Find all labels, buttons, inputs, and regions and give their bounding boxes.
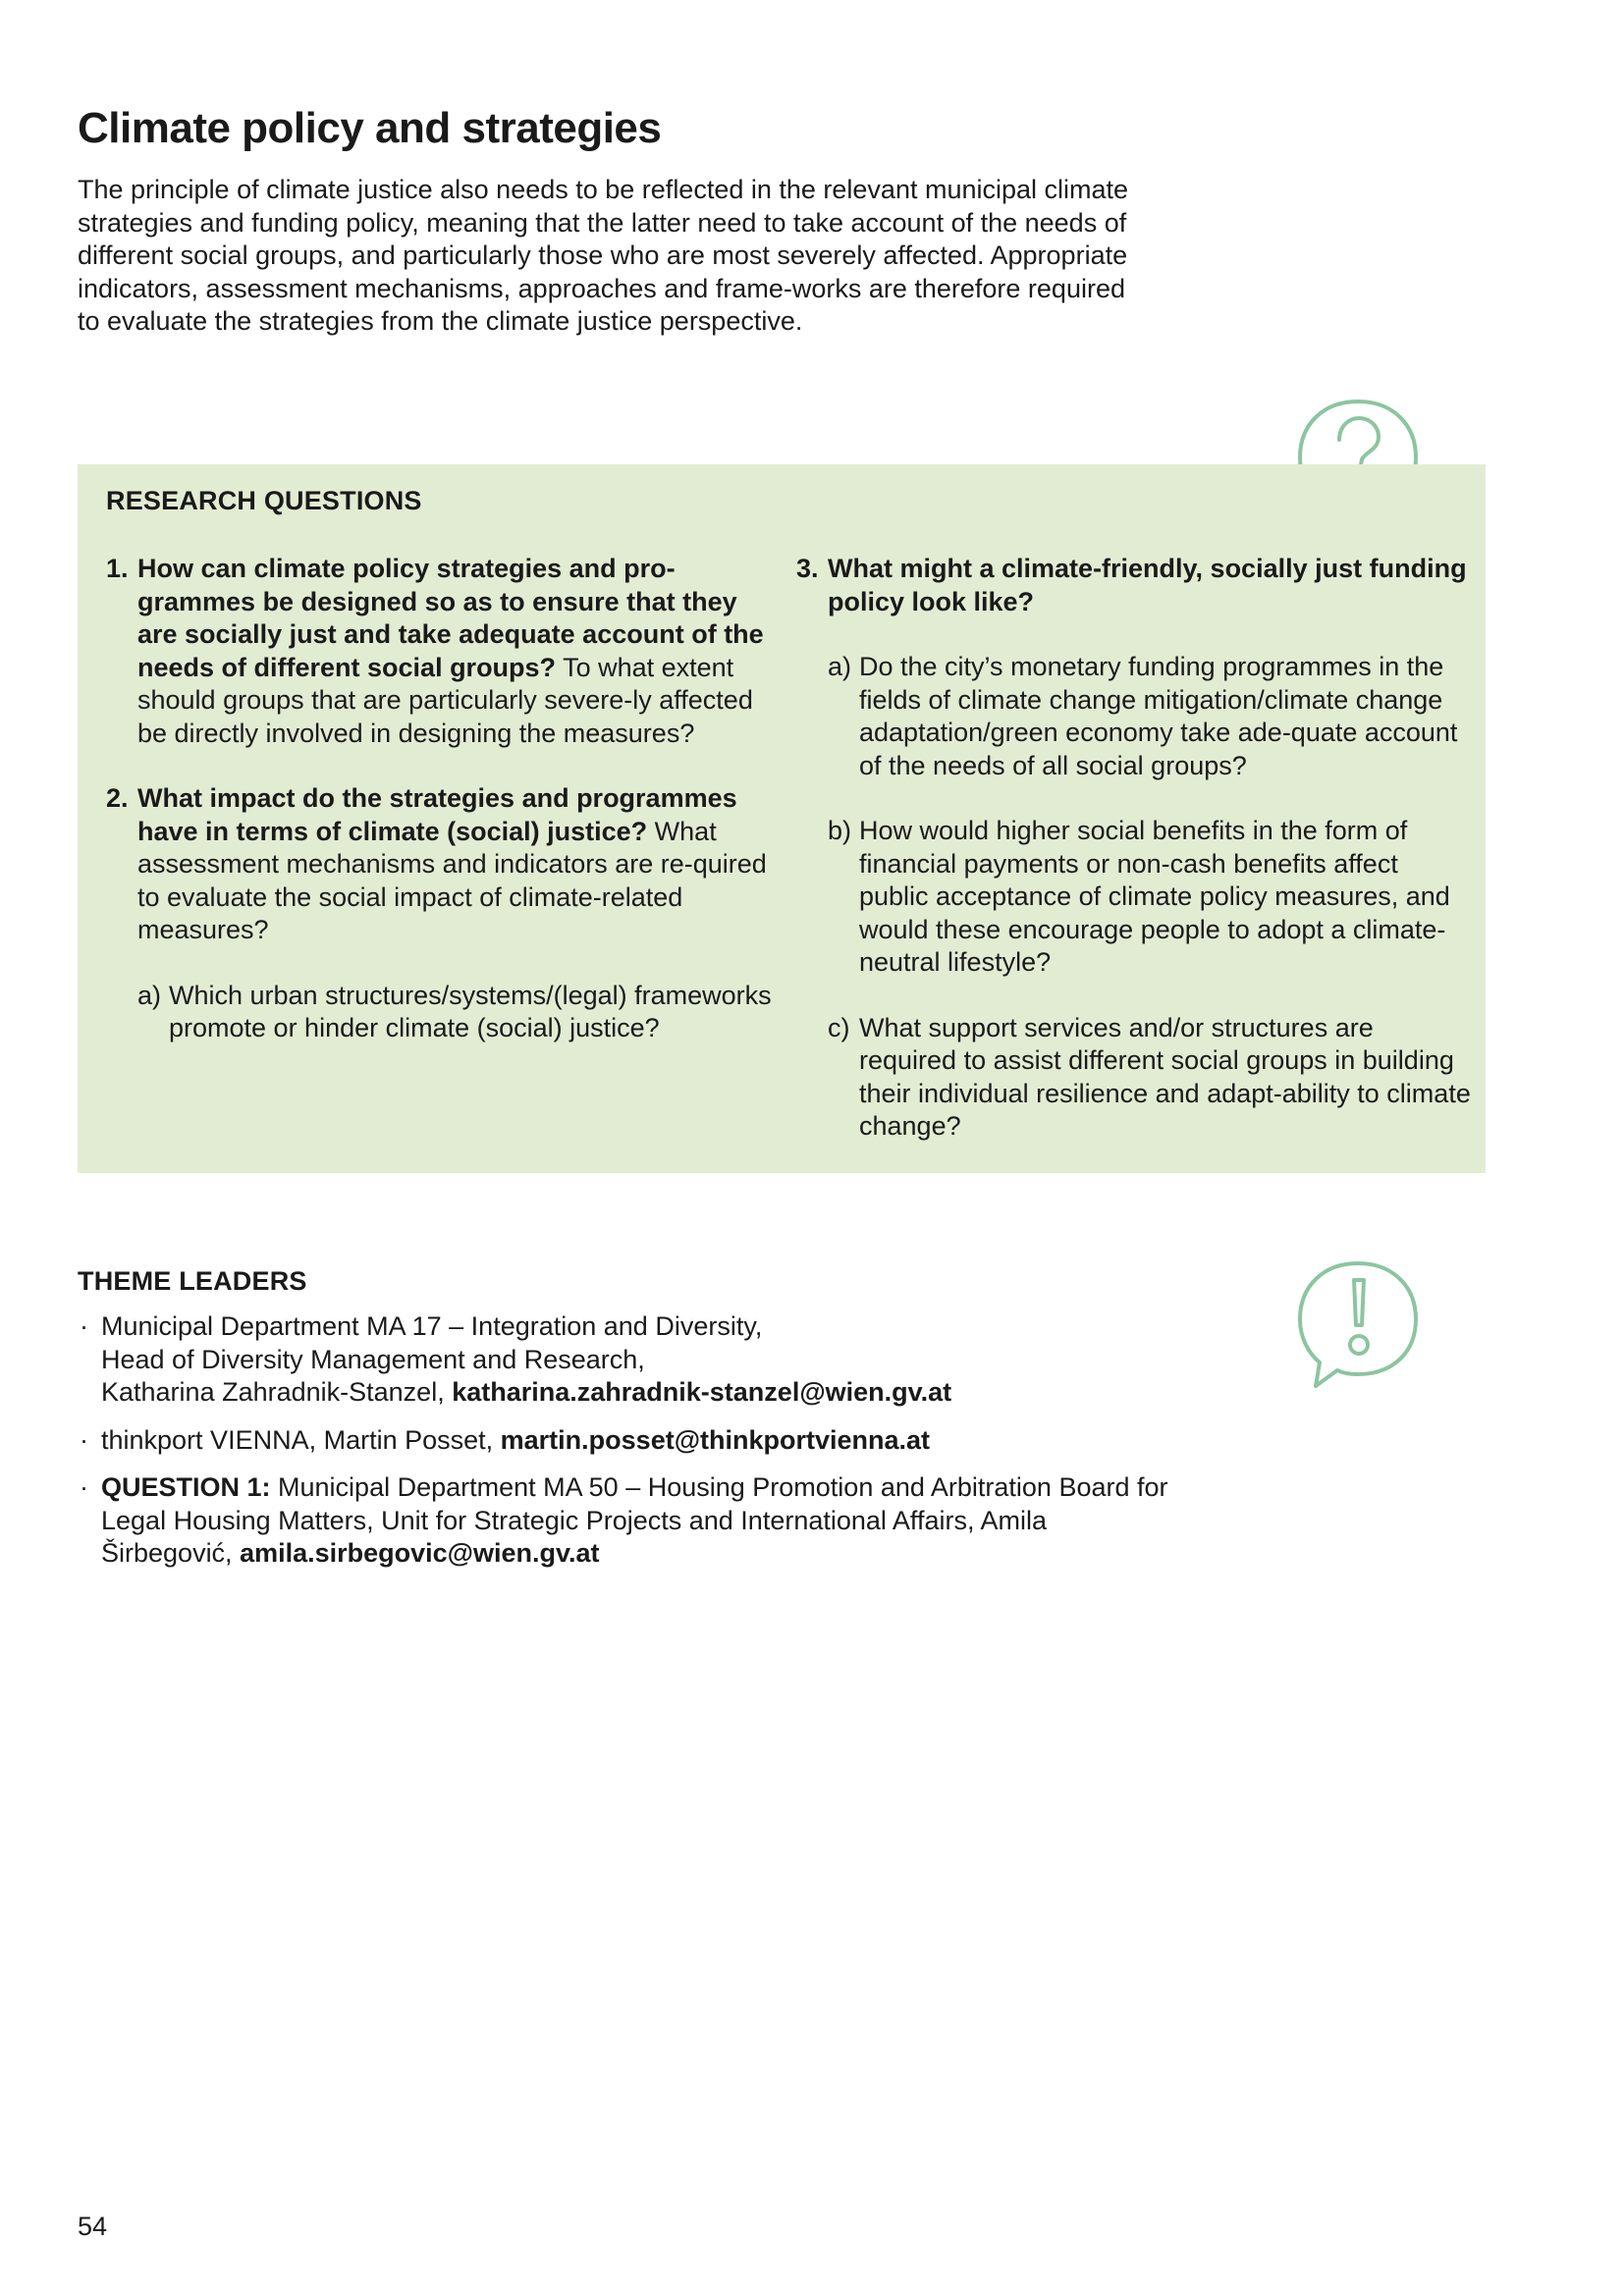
sub-question-text: Which urban structures/systems/(legal) frameworks promote or hinder climate (social) justice? <box>169 980 772 1042</box>
sub-question-letter: b) <box>828 816 852 845</box>
leader-line: Municipal Department MA 17 – Integration and Diversity, <box>101 1311 763 1341</box>
question-2a <box>137 980 774 1045</box>
sub-question-letter: c) <box>828 1012 850 1042</box>
question-1 <box>106 553 774 750</box>
bullet: · <box>80 1311 88 1341</box>
question-label: QUESTION 1: <box>101 1472 271 1502</box>
question-text: What assessment mechanisms and indicators are re-quired to evaluate the social impact of climate-related measures? <box>137 816 767 944</box>
question-3a <box>828 651 1474 782</box>
question-2 <box>106 782 774 947</box>
list-item <box>78 1471 1177 1571</box>
research-questions-box <box>78 464 1486 1173</box>
sub-question-letter: a) <box>828 652 852 681</box>
question-3c <box>828 1012 1474 1144</box>
research-questions-heading: RESEARCH QUESTIONS <box>106 486 422 515</box>
theme-leaders-list <box>78 1310 1177 1585</box>
question-3 <box>796 553 1474 618</box>
question-number: 3. <box>796 554 819 583</box>
email-link[interactable]: katharina.zahradnik-stanzel@wien.gv.at <box>452 1377 952 1407</box>
theme-leaders-heading: THEME LEADERS <box>78 1266 307 1296</box>
question-number: 2. <box>106 783 129 813</box>
page-title: Climate policy and strategies <box>78 104 662 152</box>
list-item <box>78 1310 1177 1410</box>
email-link[interactable]: amila.sirbegovic@wien.gv.at <box>240 1538 600 1568</box>
question-bold-text: What might a climate-friendly, socially just funding policy look like? <box>828 554 1467 616</box>
list-item <box>78 1424 1177 1458</box>
bullet: · <box>80 1472 88 1502</box>
leader-line: Katharina Zahradnik-Stanzel, <box>101 1377 453 1407</box>
exclamation-bubble-icon <box>1294 1258 1422 1392</box>
leader-line: Municipal Department MA 50 – Housing Promotion and Arbitration Board for Legal Housing Matters, Unit for Strategic Projects and International Affairs, Amila Širbegović, <box>101 1472 1168 1568</box>
sub-question-text: How would higher social benefits in the form of financial payments or non-cash benefits affect public acceptance of climate policy measures, and would these encourage people to adopt a climate-neutral lifestyle? <box>859 816 1450 977</box>
question-bold-text: What impact do the strategies and programmes have in terms of climate (social) justice? <box>137 783 737 846</box>
question-text: To what extent should groups that are particularly severe-ly affected be directly involved in designing the measures? <box>137 652 753 748</box>
sub-question-letter: a) <box>137 980 162 1010</box>
question-3b <box>828 815 1474 980</box>
intro-paragraph: The principle of climate justice also needs to be reflected in the relevant municipal climate strategies and funding policy, meaning that the latter need to take account of the needs of different social groups, and particularly those who are most severely affected. Appropriate indicators, assessment mechanisms, approaches and frame-works are therefore required to evaluate the strategies from the climate justice perspective. <box>78 175 1129 336</box>
question-bold-text: How can climate policy strategies and pro-grammes be designed so as to ensure that they are socially just and take adequate account of the needs of different social groups? <box>137 554 764 682</box>
leader-line: thinkport VIENNA, Martin Posset, <box>101 1424 501 1455</box>
research-right-column <box>796 553 1474 1176</box>
sub-question-text: Do the city’s monetary funding programmes in the fields of climate change mitigation/climate change adaptation/green economy take ade-quate account of the needs of all social groups? <box>859 652 1458 780</box>
bullet: · <box>80 1424 88 1455</box>
email-link[interactable]: martin.posset@thinkportvienna.at <box>500 1424 931 1455</box>
research-left-column <box>106 553 774 1078</box>
sub-question-text: What support services and/or structures are required to assist different social groups in building their individual resilience and adapt-ability to climate change? <box>859 1012 1471 1141</box>
page-number: 54 <box>78 2212 108 2241</box>
leader-line: Head of Diversity Management and Research, <box>101 1344 645 1374</box>
question-number: 1. <box>106 554 129 583</box>
